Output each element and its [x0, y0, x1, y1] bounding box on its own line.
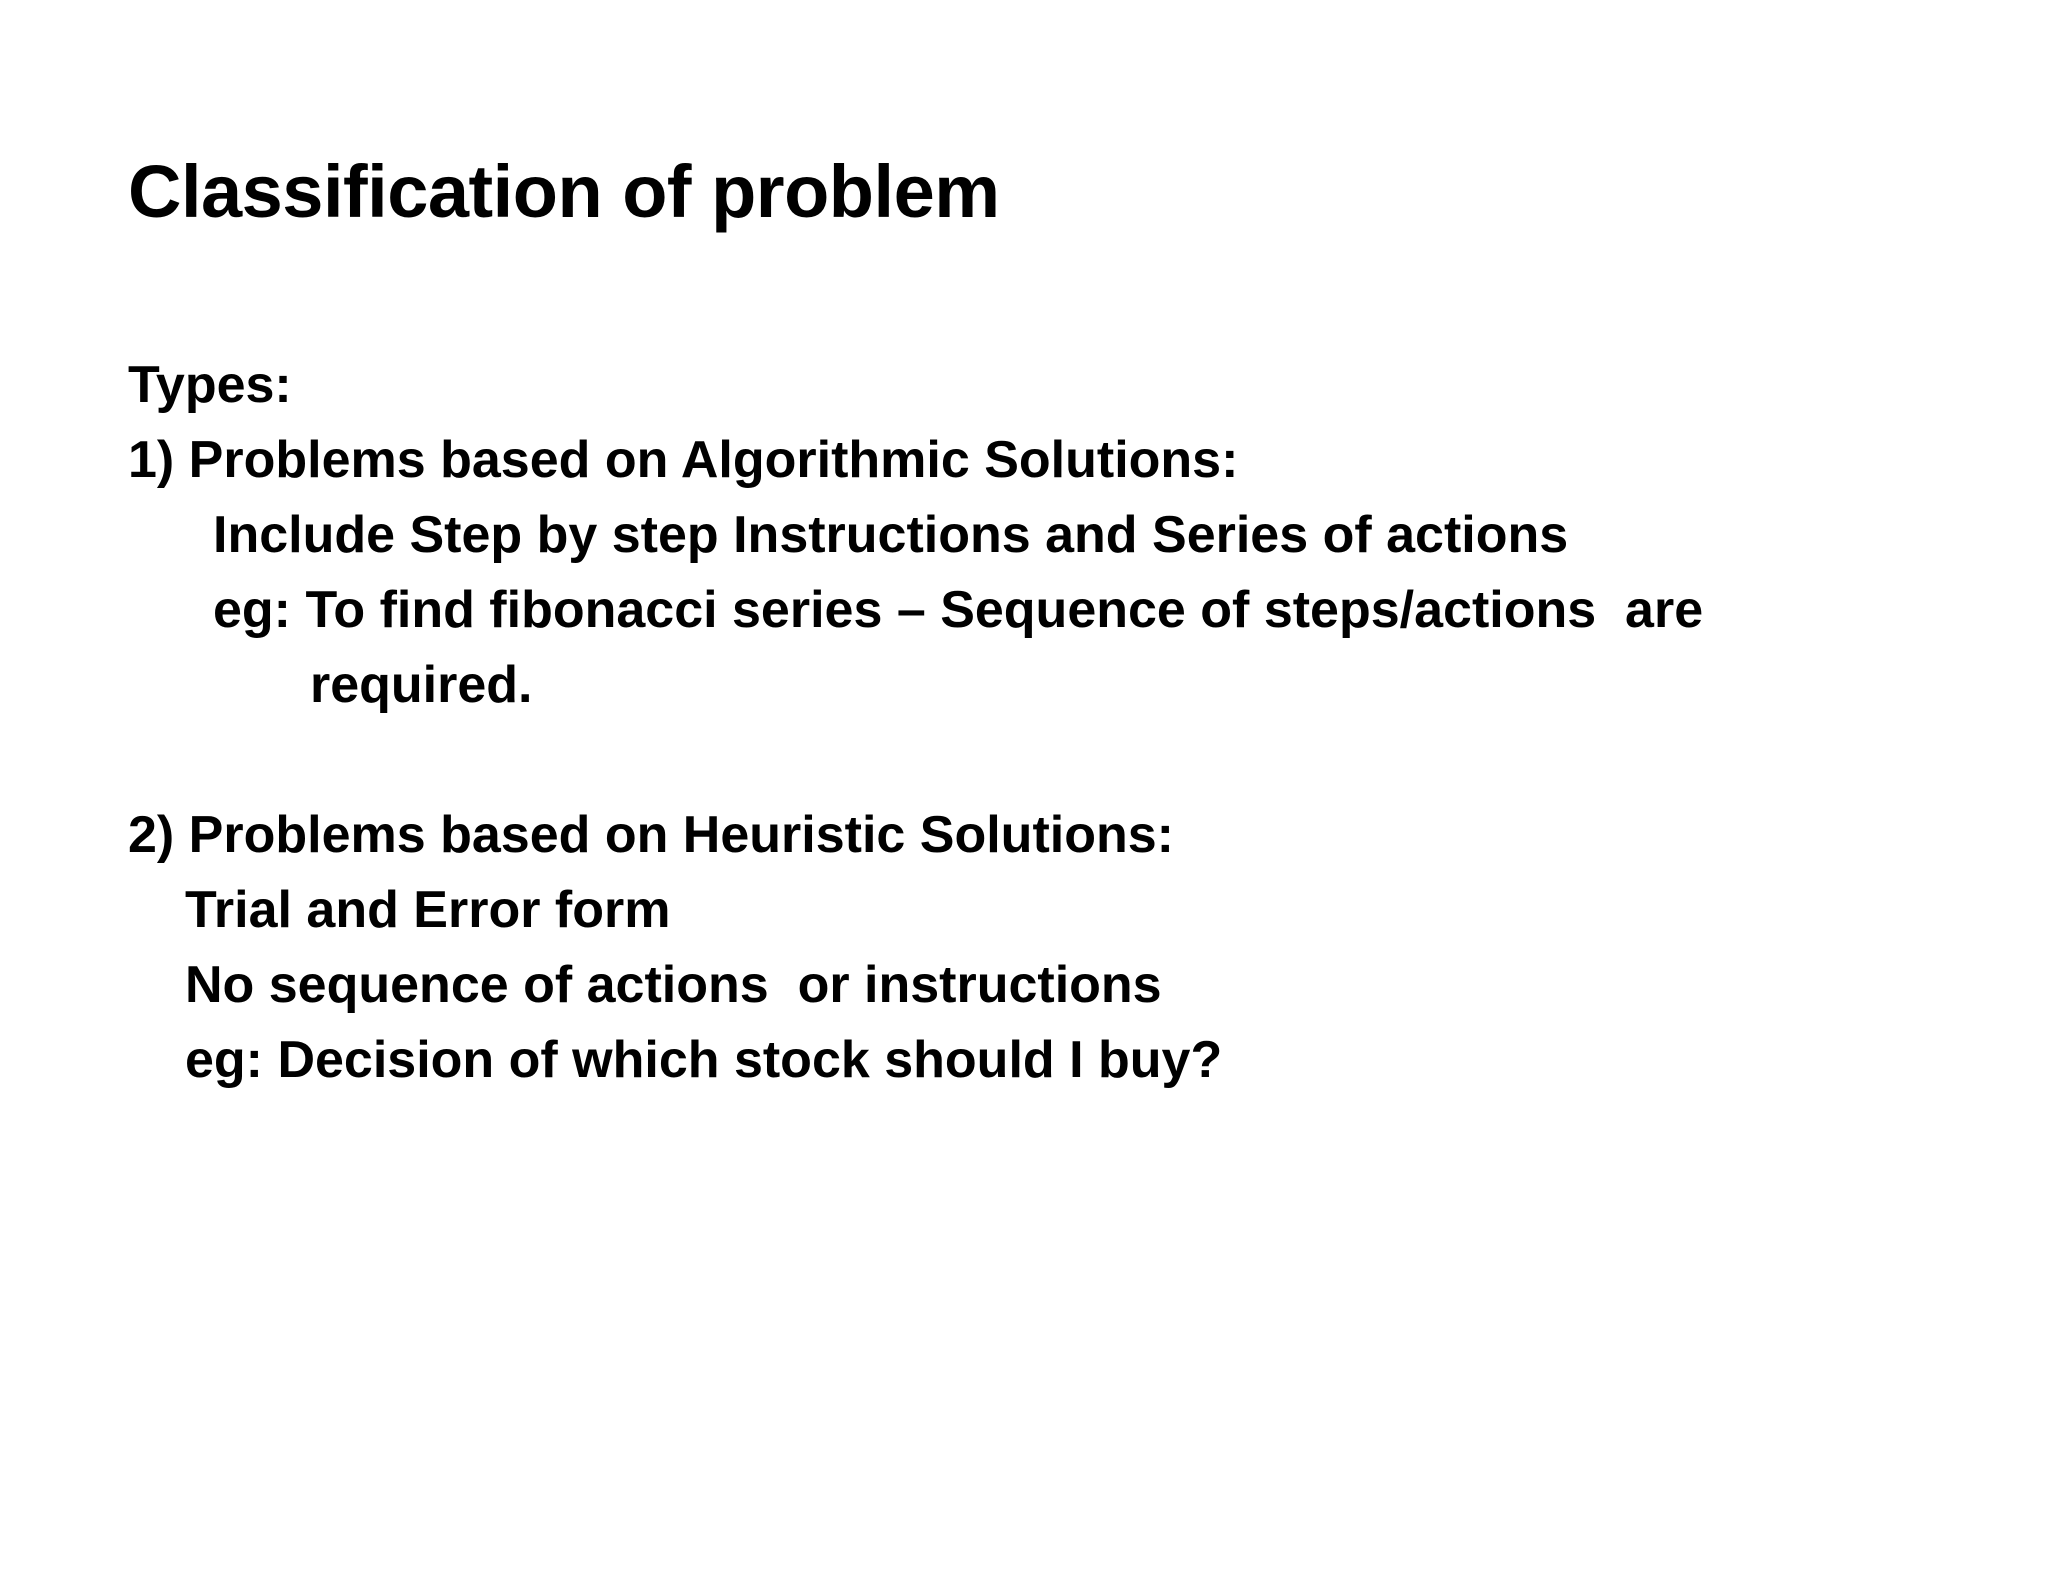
section-2-line-3: eg: Decision of which stock should I buy?	[185, 1031, 1223, 1089]
slide-title: Classification of problem	[128, 150, 1000, 233]
types-label: Types:	[128, 356, 292, 414]
slide-body	[128, 348, 2008, 1098]
section-2-line-1: Trial and Error form	[185, 881, 671, 939]
section-1-heading: 1) Problems based on Algorithmic Solutions:	[128, 431, 1239, 489]
section-1-line-2: eg: To find fibonacci series – Sequence of steps/actions are	[213, 581, 1704, 639]
section-2-line-2: No sequence of actions or instructions	[185, 956, 1162, 1014]
section-1-line-3: required.	[310, 656, 533, 714]
section-spacer	[128, 723, 2008, 798]
section-1-line-1: Include Step by step Instructions and Series of actions	[213, 506, 1569, 564]
section-2-heading: 2) Problems based on Heuristic Solutions:	[128, 806, 1174, 864]
